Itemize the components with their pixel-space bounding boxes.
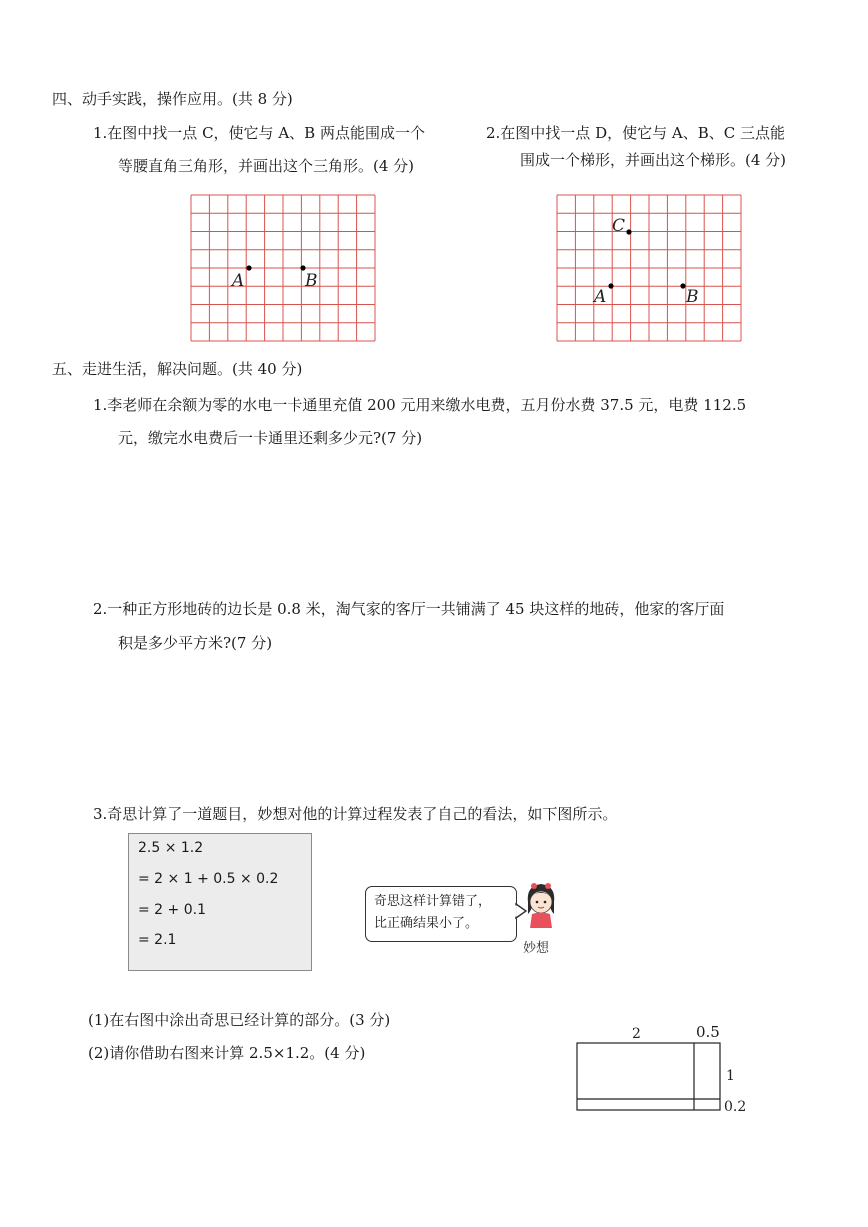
p3-text-line1: 3.奇思计算了一道题目，妙想对他的计算过程发表了自己的看法，如下图所示。 — [93, 805, 618, 823]
label-right-1: 1 — [726, 1068, 735, 1084]
point-b — [680, 283, 685, 288]
point-b — [300, 265, 305, 270]
q1-text-line2: 等腰直角三角形，并画出这个三角形。(4 分) — [118, 157, 415, 175]
label-top-2: 2 — [632, 1026, 641, 1042]
q1-text-line1: 1.在图中找一点 C，使它与 A、B 两点能围成一个 — [93, 124, 425, 142]
calculation-box — [128, 833, 312, 971]
sub-question-1: (1)在右图中涂出奇思已经计算的部分。(3 分) — [88, 1011, 391, 1029]
calc-line-3: = 2 + 0.1 — [138, 902, 206, 918]
section-4-heading: 四、动手实践，操作应用。(共 8 分) — [52, 90, 293, 108]
girl-name: 妙想 — [523, 941, 550, 956]
point-a — [246, 265, 251, 270]
calc-line-1: 2.5 × 1.2 — [138, 840, 204, 856]
section-5-heading: 五、走进生活，解决问题。(共 40 分) — [52, 360, 303, 378]
grid-figure-1 — [190, 194, 376, 342]
label-right-0-2: 0.2 — [724, 1099, 747, 1115]
calc-line-2: = 2 × 1 + 0.5 × 0.2 — [138, 871, 279, 887]
sub-question-2: (2)请你借助右图来计算 2.5×1.2。(4 分) — [88, 1044, 366, 1062]
q2-text-line2: 围成一个梯形，并画出这个梯形。(4 分) — [520, 151, 787, 169]
label-a: A — [594, 287, 607, 307]
grid-figure-2 — [556, 194, 742, 342]
q2-text-line1: 2.在图中找一点 D，使它与 A、B、C 三点能 — [486, 124, 785, 142]
bubble-line-2: 比正确结果小了。 — [374, 916, 479, 931]
bubble-line-1: 奇思这样计算错了， — [374, 894, 492, 909]
p1-text-line2: 元，缴完水电费后一卡通里还剩多少元?(7 分) — [118, 429, 423, 447]
label-c: C — [612, 216, 626, 236]
girl-avatar-icon — [520, 880, 562, 930]
p2-text-line1: 2.一种正方形地砖的边长是 0.8 米，淘气家的客厅一共铺满了 45 块这样的地砖，他家的客厅面 — [93, 600, 725, 618]
label-b: B — [686, 287, 699, 307]
point-a — [608, 283, 613, 288]
p1-text-line1: 1.李老师在余额为零的水电一卡通里充值 200 元用来缴水电费，五月份水费 37.5 元，电费 112.5 — [93, 396, 747, 414]
p2-text-line2: 积是多少平方米?(7 分) — [118, 634, 273, 652]
label-a: A — [232, 271, 245, 291]
calc-line-4: = 2.1 — [138, 932, 177, 948]
speech-bubble — [365, 886, 517, 942]
point-c — [626, 229, 631, 234]
label-top-0-5: 0.5 — [696, 1023, 720, 1041]
label-b: B — [305, 271, 318, 291]
